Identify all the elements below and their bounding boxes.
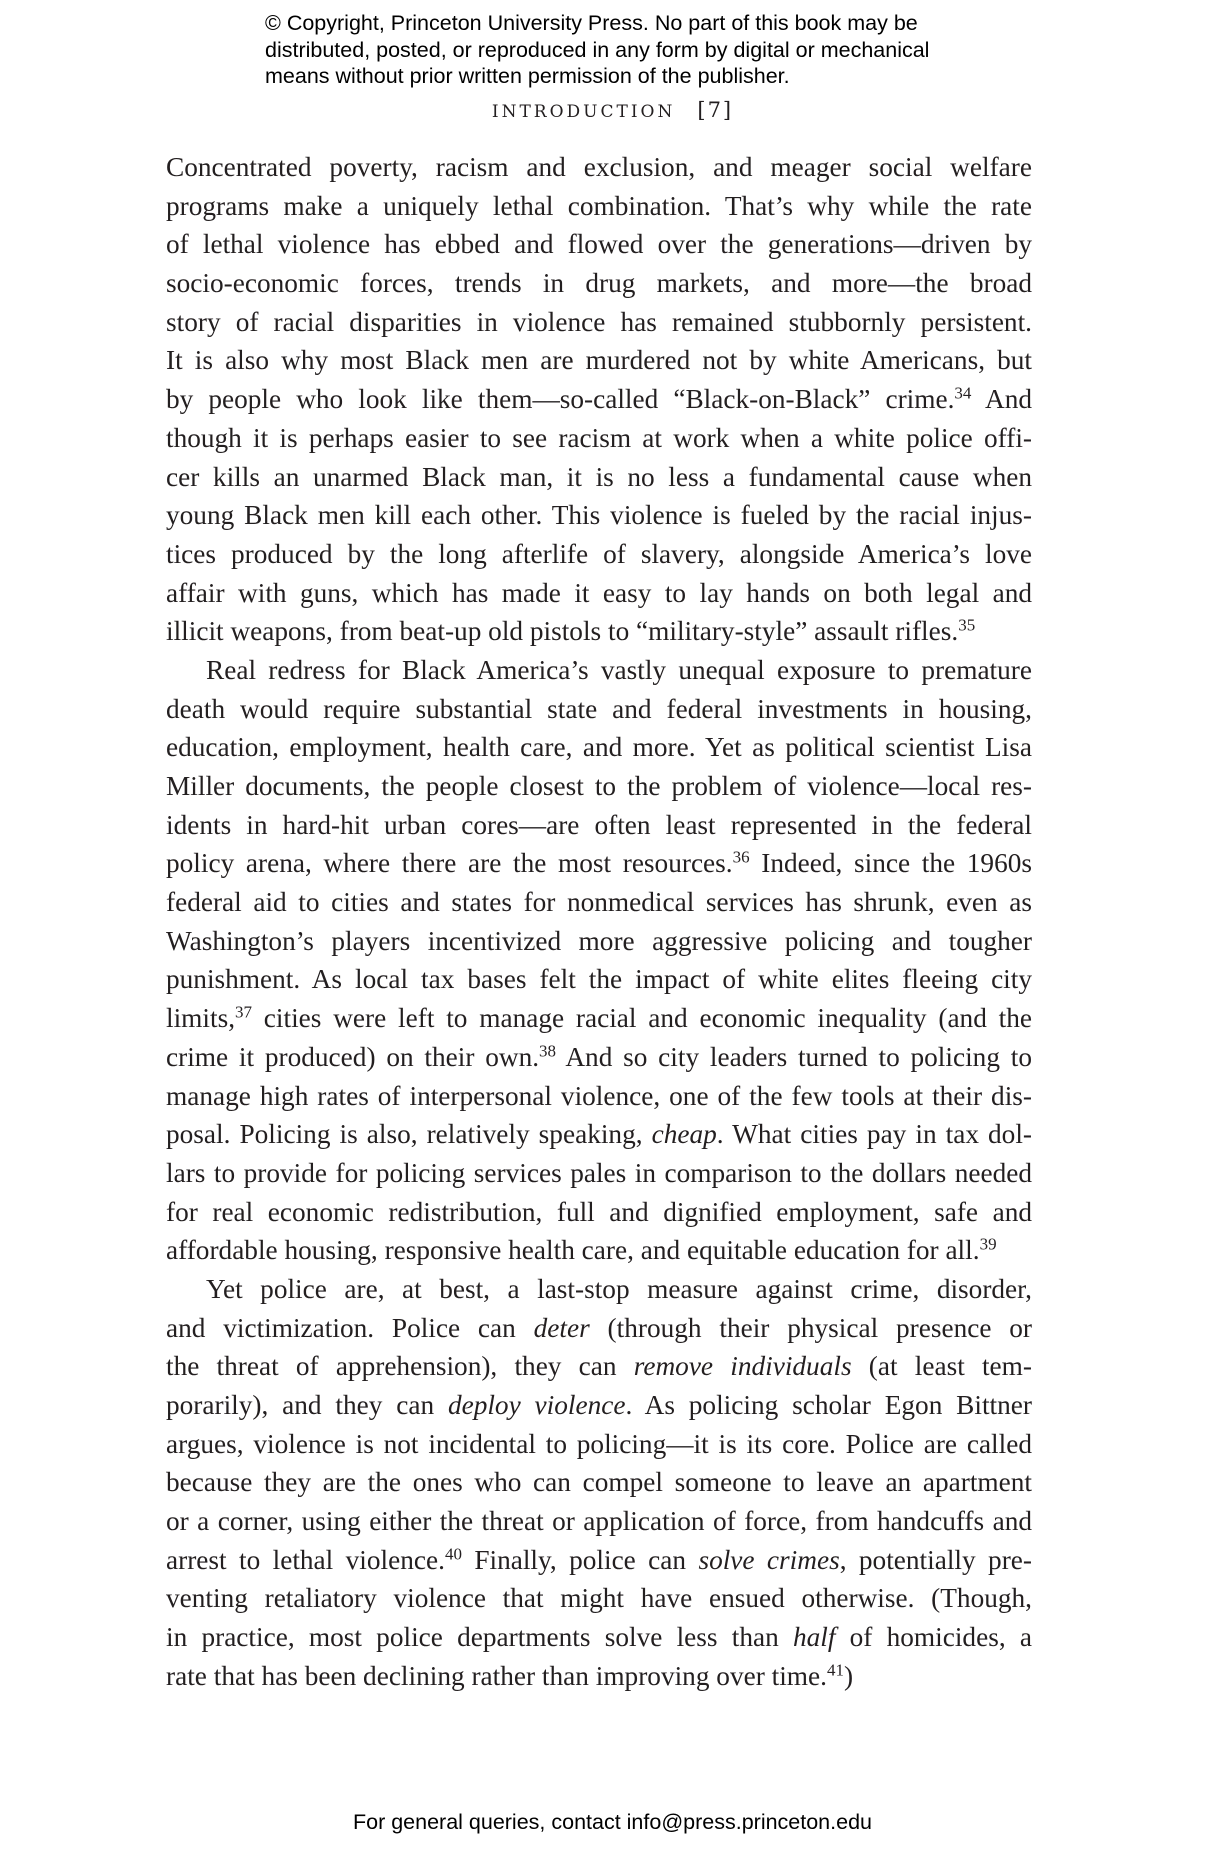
copyright-line-3: means without prior written permission of the publisher. <box>265 64 790 88</box>
emphasis-text: solve crimes <box>698 1544 840 1575</box>
text-line <box>166 922 1032 961</box>
text-run: manage high rates of interpersonal violence, one of the few tools at their dis- <box>166 1080 1032 1111</box>
text-run: tices produced by the long afterlife of slavery, alongside America’s love <box>166 538 1032 569</box>
text-line <box>166 690 1032 729</box>
text-line <box>166 1425 1032 1464</box>
text-run: (at least tem- <box>851 1351 1033 1382</box>
text-line <box>166 303 1032 342</box>
text-run: ) <box>843 1660 854 1691</box>
text-run: federal aid to cities and states for nonmedical services has shrunk, even as <box>166 887 1032 918</box>
footnote-ref: 37 <box>235 1002 253 1022</box>
text-run: limits, <box>166 1003 236 1034</box>
emphasis-text: deter <box>533 1312 590 1343</box>
text-run: crime it produced) on their own. <box>166 1041 540 1072</box>
running-head <box>0 98 1225 122</box>
text-run: Indeed, since the 1960s <box>749 848 1032 879</box>
text-line <box>166 380 1032 419</box>
footnote-ref: 34 <box>954 383 972 403</box>
chapter-title: INTRODUCTION <box>491 102 676 122</box>
text-line <box>166 458 1032 497</box>
text-line <box>166 1231 1032 1270</box>
text-run: . As policing scholar Egon Bittner <box>625 1390 1032 1420</box>
text-run: Real redress for Black America’s vastly unequal exposure to premature <box>206 654 1032 685</box>
text-run: rate that has been declining rather than improving over time. <box>166 1660 827 1691</box>
text-run: , potentially pre- <box>839 1544 1032 1575</box>
text-run: of lethal violence has ebbed and flowed over the generations—driven by <box>166 229 1032 260</box>
text-run: cities were left to manage racial and economic inequality (and the <box>252 1003 1032 1034</box>
text-line <box>166 1154 1032 1193</box>
text-line <box>166 1463 1032 1502</box>
text-run: arrest to lethal violence. <box>166 1544 445 1575</box>
text-line <box>166 1579 1032 1618</box>
page-number: [7] <box>697 98 734 122</box>
text-line <box>166 1541 1032 1580</box>
text-line <box>166 1077 1032 1116</box>
text-run: . What cities pay in tax dol- <box>716 1119 1032 1150</box>
text-run: in practice, most police departments solve less than <box>166 1622 793 1653</box>
text-run: young Black men kill each other. This violence is fueled by the racial injus- <box>166 500 1032 531</box>
text-run: affair with guns, which has made it easy to lay hands on both legal and <box>166 577 1032 608</box>
text-run: socio-economic forces, trends in drug markets, and more—the broad <box>166 268 1032 299</box>
text-line <box>166 187 1032 226</box>
text-run: affordable housing, responsive health care, and equitable education for all. <box>166 1235 980 1266</box>
footnote-ref: 35 <box>958 615 976 635</box>
text-run: Yet police are, at best, a last-stop measure against crime, disorder, <box>206 1273 1032 1304</box>
emphasis-text: deploy violence <box>447 1390 626 1420</box>
footnote-ref: 40 <box>444 1544 462 1564</box>
text-run: policy arena, where there are the most resources. <box>166 848 733 879</box>
text-run: and victimization. Police can <box>166 1312 534 1343</box>
text-run: posal. Policing is also, relatively speaking, <box>166 1119 652 1150</box>
text-run: And <box>971 384 1032 415</box>
text-line <box>166 1115 1032 1154</box>
text-run: (through their physical presence or <box>589 1312 1033 1343</box>
text-run: for real economic redistribution, full and dignified employment, safe and <box>166 1196 1032 1227</box>
text-line <box>166 1618 1032 1657</box>
text-line <box>166 1309 1032 1348</box>
text-line <box>166 148 1032 187</box>
text-line <box>166 1270 1032 1309</box>
text-run: by people who look like them—so-called “Black-on-Black” crime. <box>166 384 955 415</box>
text-line <box>166 960 1032 999</box>
emphasis-text: cheap <box>651 1119 717 1150</box>
copyright-line-2: distributed, posted, or reproduced in any form by digital or mechanical <box>265 37 930 62</box>
text-run: lars to provide for policing services pales in comparison to the dollars needed <box>166 1157 1032 1188</box>
text-line <box>166 1386 1032 1425</box>
text-line <box>166 341 1032 380</box>
text-line <box>166 1502 1032 1541</box>
text-run: of homicides, a <box>835 1622 1032 1653</box>
text-line <box>166 1193 1032 1232</box>
text-run: Concentrated poverty, racism and exclusion, and meager social welfare <box>166 152 1032 182</box>
text-line <box>166 728 1032 767</box>
text-run: porarily), and they can <box>166 1390 448 1420</box>
text-line <box>166 496 1032 535</box>
text-line <box>166 1657 1032 1696</box>
text-run: idents in hard-hit urban cores—are often least represented in the federal <box>166 809 1032 840</box>
text-run: story of racial disparities in violence has remained stubbornly persistent. <box>166 306 1032 337</box>
body-text <box>166 148 1032 1696</box>
text-line <box>166 651 1032 690</box>
text-line <box>166 225 1032 264</box>
text-line <box>166 264 1032 303</box>
text-line <box>166 767 1032 806</box>
text-run: And so city leaders turned to policing to <box>556 1041 1032 1072</box>
footer-contact: For general queries, contact info@press.princeton.edu <box>352 1810 872 1834</box>
text-run: punishment. As local tax bases felt the impact of white elites fleeing city <box>166 964 1032 995</box>
text-run: cer kills an unarmed Black man, it is no less a fundamental cause when <box>166 461 1032 492</box>
text-run: though it is perhaps easier to see racism at work when a white police offi- <box>166 422 1032 453</box>
copyright-notice <box>265 10 985 90</box>
text-run: the threat of apprehension), they can <box>166 1351 634 1382</box>
footnote-ref: 36 <box>732 848 750 868</box>
text-run: argues, violence is not incidental to policing—it is its core. Police are called <box>166 1428 1032 1459</box>
footnote-ref: 41 <box>826 1660 844 1680</box>
emphasis-text: remove individuals <box>633 1351 852 1382</box>
text-line <box>166 999 1032 1038</box>
text-run: education, employment, health care, and more. Yet as political scientist Lisa <box>166 732 1032 763</box>
text-line <box>166 883 1032 922</box>
footnote-ref: 38 <box>539 1041 557 1061</box>
text-run: It is also why most Black men are murdered not by white Americans, but <box>166 345 1032 376</box>
text-run: or a corner, using either the threat or application of force, from handcuffs and <box>166 1506 1032 1537</box>
text-run: death would require substantial state and federal investments in housing, <box>166 693 1032 724</box>
text-line <box>166 1038 1032 1077</box>
text-line <box>166 535 1032 574</box>
text-line <box>166 1347 1032 1386</box>
text-line <box>166 419 1032 458</box>
footnote-ref: 39 <box>979 1234 997 1254</box>
text-line <box>166 612 1032 651</box>
text-run: Washington’s players incentivized more aggressive policing and tougher <box>166 925 1032 956</box>
text-line <box>166 574 1032 613</box>
copyright-line-1: © Copyright, Princeton University Press. No part of this book may be <box>265 11 918 35</box>
emphasis-text: half <box>792 1622 836 1653</box>
text-run: because they are the ones who can compel someone to leave an apartment <box>166 1467 1032 1498</box>
text-run: Finally, police can <box>461 1544 699 1575</box>
text-run: Miller documents, the people closest to the problem of violence—local res- <box>166 771 1032 801</box>
text-run: venting retaliatory violence that might have ensued otherwise. (Though, <box>166 1583 1032 1614</box>
text-line <box>166 844 1032 883</box>
text-run: programs make a uniquely lethal combination. That’s why while the rate <box>166 190 1032 221</box>
text-line <box>166 806 1032 845</box>
text-run: illicit weapons, from beat-up old pistols to “military-style” assault rifles. <box>166 616 959 647</box>
